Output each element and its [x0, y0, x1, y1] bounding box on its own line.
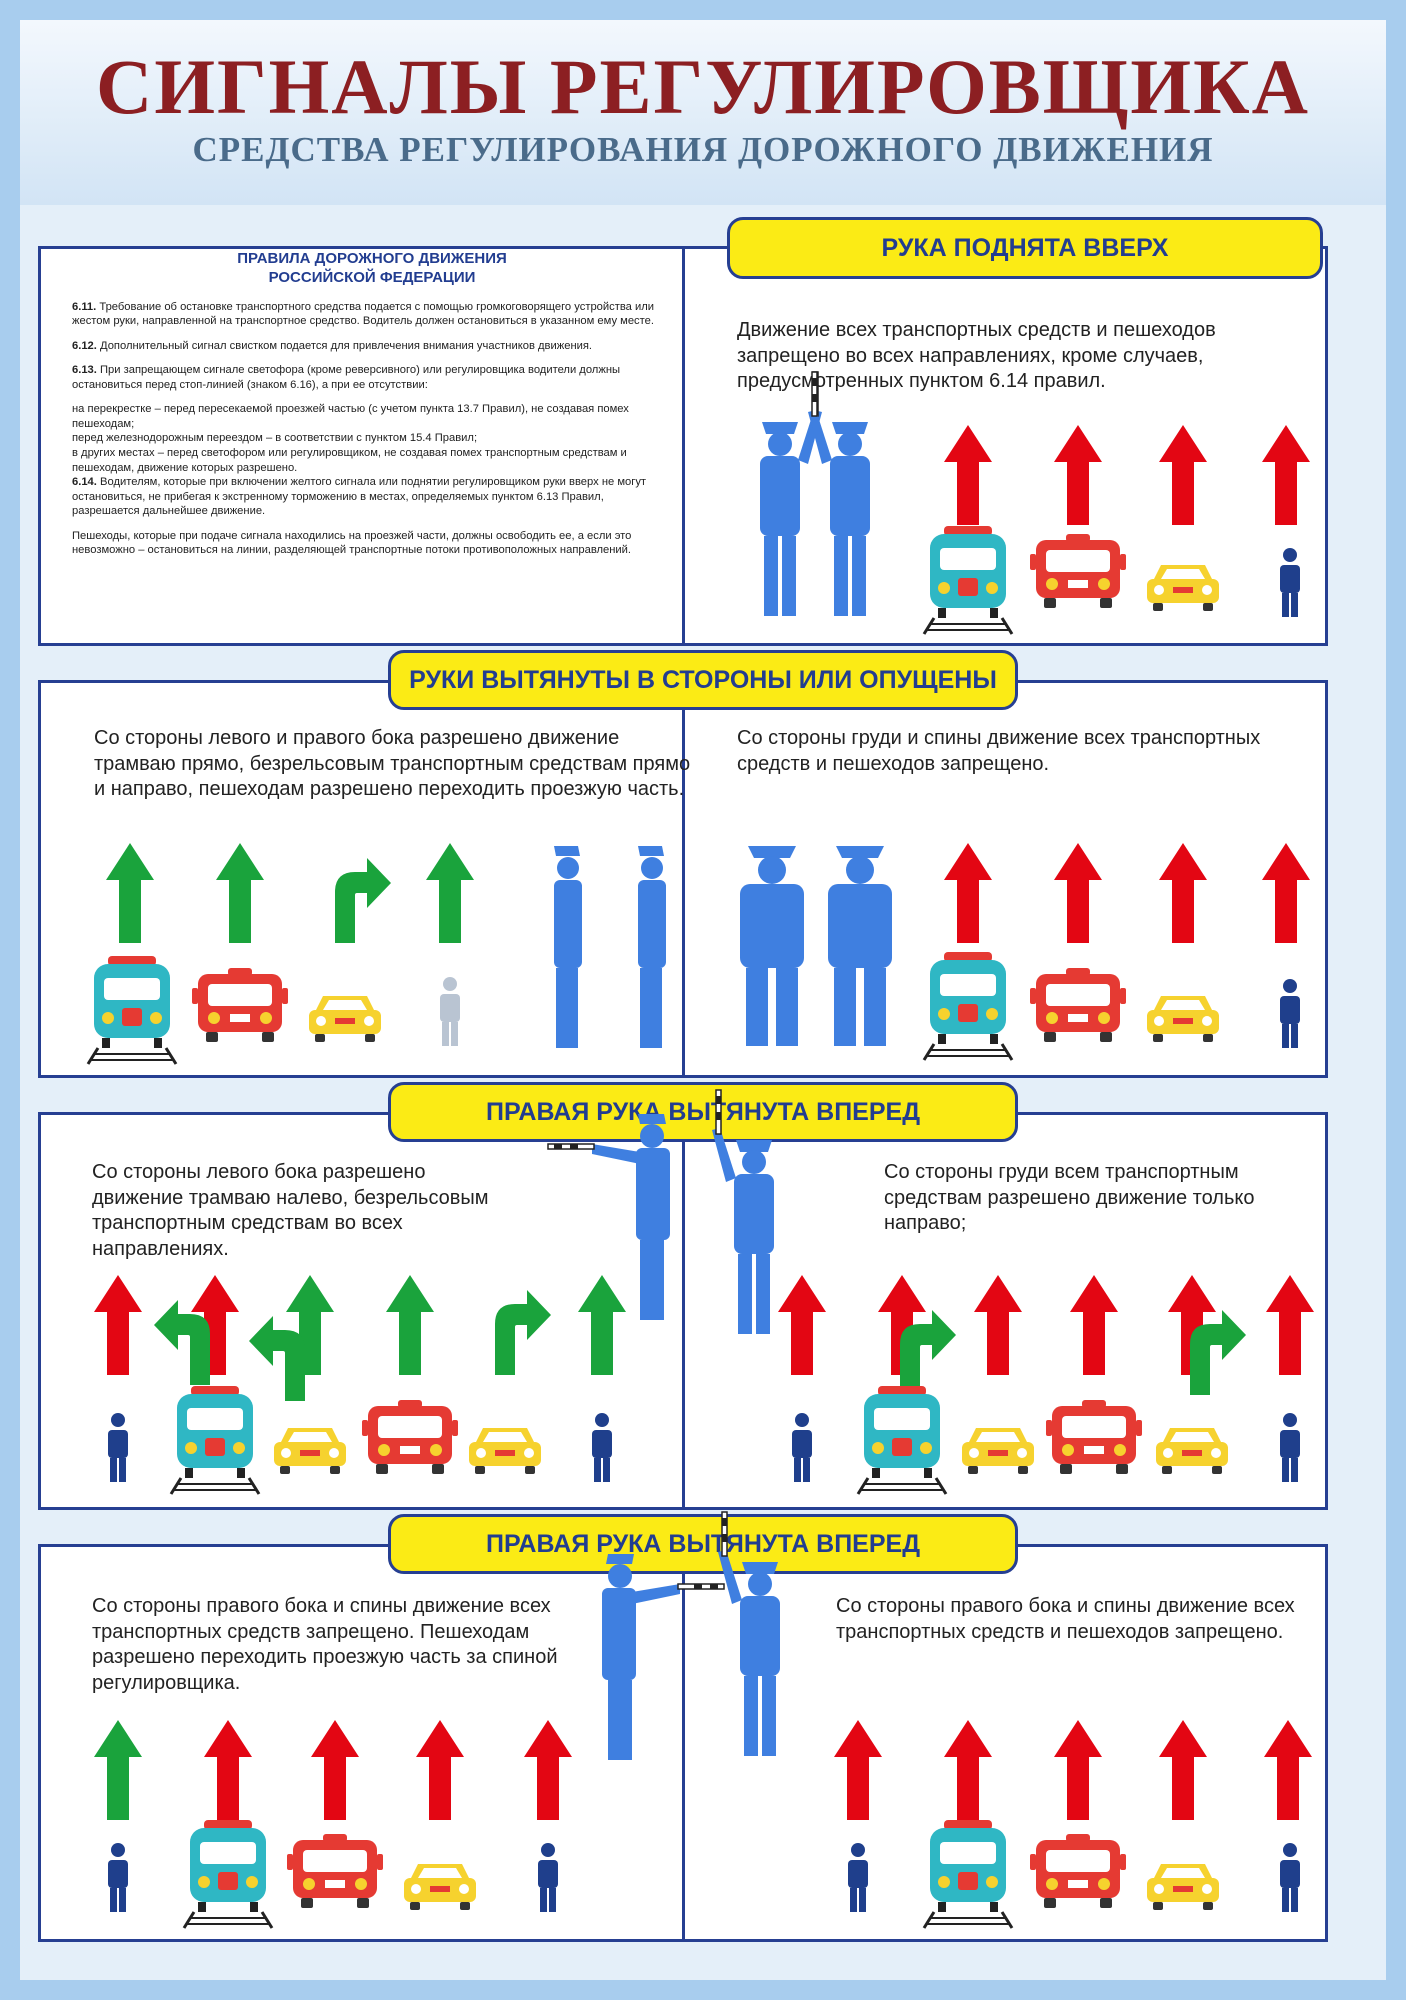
tram-icon [88, 956, 176, 1064]
arrow-go-right-icon [335, 858, 391, 943]
arrow-go-left-icon [154, 1300, 210, 1385]
officer-front-arm-icon [712, 1090, 774, 1334]
rule-6-13-b: перед железнодорожным переездом – в соответствии с пунктом 15.4 Правил; [72, 432, 478, 445]
car-icon [1147, 565, 1219, 611]
arrow-stop-icon [974, 1275, 1022, 1375]
bus-icon [192, 968, 288, 1042]
car-icon [1147, 1864, 1219, 1910]
arrow-go-straight-icon [426, 843, 474, 943]
badge-section-1: РУКА ПОДНЯТА ВВЕРХ [727, 217, 1323, 279]
section-1-desc: Движение всех транспортных средств и пешеходов запрещено во всех направлениях, кроме случаев, предусмотренных пунктом 6.14 правил. [737, 319, 1216, 393]
badge-section-3: ПРАВАЯ РУКА ВЫТЯНУТА ВПЕРЕД [388, 1082, 1018, 1142]
officer-arms-up-icon [808, 372, 870, 616]
arrow-stop-icon [944, 1720, 992, 1820]
officer-front-icon [740, 846, 804, 1046]
pedestrian-icon [108, 1843, 128, 1912]
arrow-go-left-icon [249, 1316, 305, 1401]
pedestrian-icon [1280, 1413, 1300, 1482]
arrow-stop-icon [94, 1275, 142, 1375]
section-4-right-desc: Со стороны правого бока и спины движение всех транспортных средств и пешеходов запрещено. [836, 1595, 1295, 1643]
car-icon [469, 1428, 541, 1474]
section-2-left-desc: Со стороны левого и правого бока разрешено движение трамваю прямо, безрельсовым транспортным средствам прямо и направо, пешеходам разрешено переходить проезжую часть. [94, 727, 691, 801]
section-2-right-desc: Со стороны груди и спины движение всех транспортных средств и пешеходов запрещено. [737, 727, 1261, 775]
arrow-stop-icon [944, 425, 992, 525]
arrow-stop-icon [1266, 1275, 1314, 1375]
arrow-stop-icon [1262, 425, 1310, 525]
bus-icon [362, 1400, 458, 1474]
section-4-left-desc: Со стороны правого бока и спины движение всех транспортных средств запрещено. Пешеходам разрешено переходить проезжую часть за спиной регулировщика. [92, 1595, 558, 1694]
rule-num: 6.11. [72, 300, 97, 313]
badge-section-4: ПРАВАЯ РУКА ВЫТЯНУТА ВПЕРЕД [388, 1514, 1018, 1574]
car-icon [309, 996, 381, 1042]
rule-6-13-a: на перекрестке – перед пересекаемой проезжей частью (с учетом пункта 13.7 Правил), не создавая помех пешеходам; [72, 403, 629, 430]
rule-6-14-b: Пешеходы, которые при подаче сигнала находились на проезжей части, должны освободить ее, а если это невозможно – остановиться на линии, разделяющей транспортные потоки противоположных направлений. [72, 529, 632, 557]
tram-icon [858, 1386, 946, 1494]
car-icon [1156, 1428, 1228, 1474]
arrow-stop-icon [778, 1275, 826, 1375]
pedestrian-icon [1280, 548, 1300, 617]
pedestrian-icon [848, 1843, 868, 1912]
officer-side-icon [554, 846, 582, 1048]
rule-text: Требование об остановке транспортного средства подается с помощью громкоговорящего устройства или жестом руки, направленной на транспортное средство. Водитель должен остановиться в указанном ему месте. [72, 300, 655, 328]
rule-num: 6.14. [72, 476, 97, 489]
bus-icon [1030, 968, 1126, 1042]
bus-icon [1030, 534, 1126, 608]
arrow-stop-icon [1262, 843, 1310, 943]
arrow-go-straight-icon [216, 843, 264, 943]
section-3-right-desc: Со стороны груди всем транспортным средствам разрешено движение только направо; [884, 1161, 1255, 1235]
officer-side-icon [638, 846, 666, 1048]
pedestrian-icon [440, 977, 460, 1046]
pedestrian-icon [538, 1843, 558, 1912]
arrow-stop-icon [311, 1720, 359, 1820]
arrow-stop-icon [524, 1720, 572, 1820]
tram-icon [924, 952, 1012, 1060]
arrow-stop-icon [1159, 1720, 1207, 1820]
arrow-stop-icon [204, 1720, 252, 1820]
tram-icon [171, 1386, 259, 1494]
arrow-stop-icon [1054, 1720, 1102, 1820]
rule-num: 6.13. [72, 364, 97, 377]
arrow-stop-icon [416, 1720, 464, 1820]
badge-section-2: РУКИ ВЫТЯНУТЫ В СТОРОНЫ ИЛИ ОПУЩЕНЫ [388, 650, 1018, 710]
arrow-go-straight-icon [386, 1275, 434, 1375]
tram-icon [184, 1820, 272, 1928]
officer-back-arm-icon [718, 1512, 780, 1756]
pedestrian-icon [1280, 1843, 1300, 1912]
arrow-stop-icon [1054, 843, 1102, 943]
page-title: СИГНАЛЫ РЕГУЛИРОВЩИКА [96, 43, 1310, 130]
tram-icon [924, 526, 1012, 634]
arrow-stop-icon [1070, 1275, 1118, 1375]
rule-text: Водителям, которые при включении желтого сигнала или поднятии регулировщиком руки вверх не могут остановиться, не прибегая к экстренному торможению в местах, определяемых пунктом 6.13 Правил, разрешается дальнейшее движение. [72, 476, 647, 518]
car-icon [404, 1864, 476, 1910]
rule-text: Дополнительный сигнал свистком подается для привлечения внимания участников движения. [100, 339, 593, 352]
bus-icon [1046, 1400, 1142, 1474]
rule-6-13-c: в других местах – перед светофором или регулировщиком, не создавая помех транспортным средствам и пешеходам, движение которых разрешено. [72, 447, 627, 474]
rule-text: При запрещающем сигнале светофора (кроме реверсивного) или регулировщика водители должны остановиться перед стоп-линией (знаком 6.16), а при ее отсутствии: [72, 364, 621, 391]
bus-icon [1030, 1834, 1126, 1908]
pedestrian-icon [592, 1413, 612, 1482]
officer-back-icon [828, 846, 892, 1046]
officer-arm-forward-icon [602, 1554, 724, 1760]
arrow-stop-icon [1054, 425, 1102, 525]
arrow-go-straight-icon [578, 1275, 626, 1375]
page-subtitle: СРЕДСТВА РЕГУЛИРОВАНИЯ ДОРОЖНОГО ДВИЖЕНИЯ [192, 130, 1214, 169]
arrow-stop-icon [834, 1720, 882, 1820]
pedestrian-icon [1280, 979, 1300, 1048]
pedestrian-icon [792, 1413, 812, 1482]
arrow-go-right-icon [495, 1290, 551, 1375]
tram-icon [924, 1820, 1012, 1928]
pedestrian-icon [108, 1413, 128, 1482]
rule-num: 6.12. [72, 339, 97, 352]
arrow-stop-icon [1264, 1720, 1312, 1820]
bus-icon [287, 1834, 383, 1908]
car-icon [274, 1428, 346, 1474]
car-icon [962, 1428, 1034, 1474]
rules-title-line-2: РОССИЙСКОЙ ФЕДЕРАЦИИ [268, 268, 476, 286]
arrow-go-straight-icon [106, 843, 154, 943]
car-icon [1147, 996, 1219, 1042]
rules-title-line-1: ПРАВИЛА ДОРОЖНОГО ДВИЖЕНИЯ [237, 250, 507, 267]
section-3-left-desc: Со стороны левого бока разрешено движение трамваю налево, безрельсовым транспортным средствам во всех направлениях. [92, 1161, 489, 1260]
arrow-stop-icon [1159, 425, 1207, 525]
arrow-stop-icon [1159, 843, 1207, 943]
arrow-go-straight-icon [94, 1720, 142, 1820]
arrow-stop-icon [944, 843, 992, 943]
